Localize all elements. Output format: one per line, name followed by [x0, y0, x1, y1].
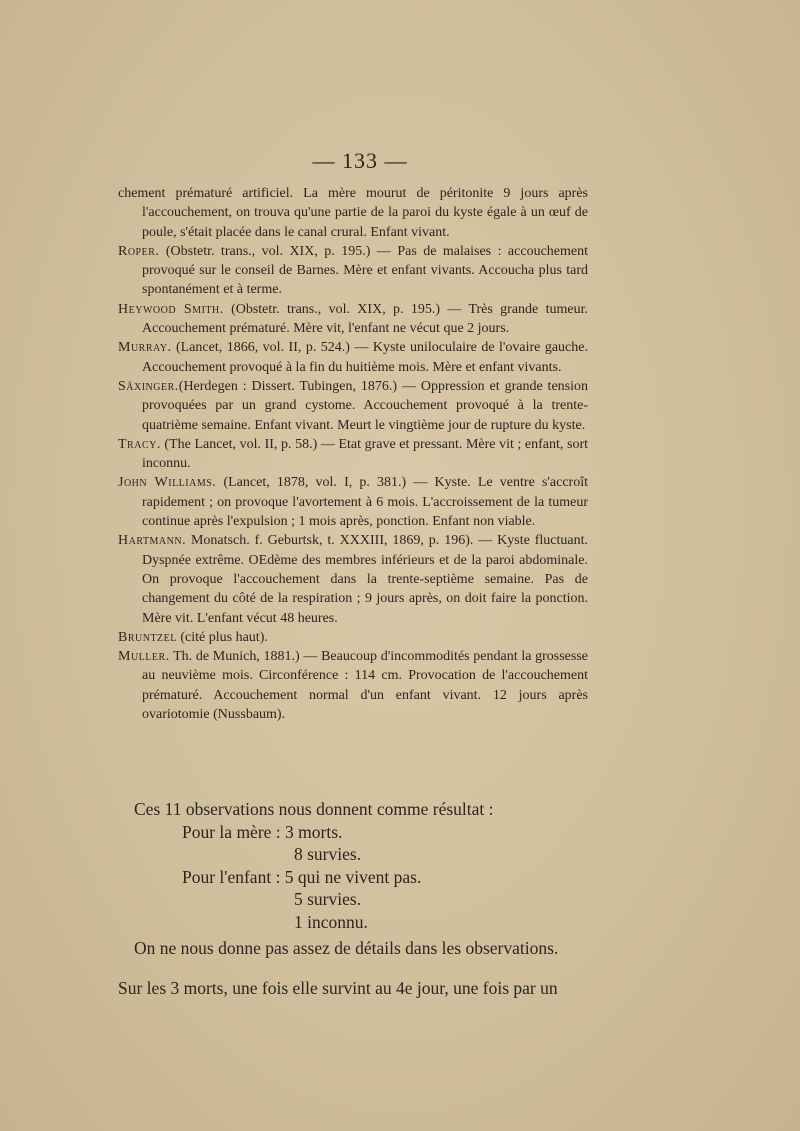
- conclusion-line-1: On ne nous donne pas assez de détails dans les observations.: [134, 938, 559, 958]
- page-number: — 133 —: [312, 148, 408, 173]
- entry-text: (Lancet, 1878, vol. I, p. 381.) — Kyste. Le ventre s'accroît rapidement ; on provoque l'avortement à 6 mois. L'accroissement de la tumeur continue après l'expulsion ; 1 mois après, ponction. Enfant non viable.: [142, 475, 588, 530]
- entry-text: (Herdegen : Dissert. Tubingen, 1876.) — Oppression et grande tension provoquées par un grand cystome. Accouchement provoqué à la trente-quatrième semaine. Enfant vivant. Meurt le vingtième jour de rupture du kyste.: [142, 378, 588, 433]
- entry-tracy: [118, 435, 588, 474]
- result-child-survived: 5 survies.: [294, 889, 362, 909]
- summary-section: [118, 798, 596, 1000]
- entry-name: Bruntzel: [118, 629, 177, 645]
- entry-text: Th. de Munich, 1881.) — Beaucoup d'incommodités pendant la grossesse au neuvième mois. Circonférence : 114 cm. Provocation de l'accouchement prématuré. Accouchement normal d'un enfant vivant. 12 jours après ovariotomie (Nussbaum).: [142, 649, 588, 723]
- summary-intro: Ces 11 observations nous donnent comme résultat :: [134, 799, 494, 819]
- entry-text: (Obstetr. trans., vol. XIX, p. 195.) — Pas de malaises : accouchement provoqué sur le conseil de Barnes. Mère et enfant vivants. Accoucha plus tard spontanément et à terme.: [142, 243, 588, 298]
- entry-bruntzel: [118, 628, 588, 647]
- entry-heywood-smith: [118, 300, 588, 339]
- conclusion-line-2: Sur les 3 morts, une fois elle survint au 4e jour, une fois par un: [118, 978, 558, 998]
- entry-saxinger: [118, 377, 588, 435]
- entry-text: (The Lancet, vol. II, p. 58.) — Etat grave et pressant. Mère vit ; enfant, sort inconnu.: [142, 436, 588, 472]
- entry-name: Murray.: [118, 340, 172, 356]
- entry-muller: [118, 647, 588, 724]
- entry-name: Tracy.: [118, 436, 161, 452]
- entry-murray: [118, 338, 588, 377]
- result-child-unknown: 1 inconnu.: [294, 911, 368, 932]
- result-mother-survived: 8 survies.: [294, 844, 362, 864]
- intro-text: chement prématuré artificiel. La mère mourut de péritonite 9 jours après l'accouchement, on trouva qu'une partie de la paroi du kyste égale à un œuf de poule, s'était placée dans le canal crural. Enfant vivant.: [118, 186, 588, 240]
- intro-paragraph: [118, 184, 588, 242]
- entry-name: Säxinger.: [118, 378, 179, 394]
- entry-john-williams: [118, 473, 588, 531]
- result-child-deaths: Pour l'enfant : 5 qui ne vivent pas.: [182, 866, 422, 887]
- entry-name: John Williams.: [118, 475, 217, 491]
- observations-list: [118, 184, 588, 724]
- entry-name: Muller.: [118, 649, 170, 665]
- entry-roper: [118, 242, 588, 300]
- result-mother-deaths: Pour la mère : 3 morts.: [182, 821, 343, 842]
- entry-text: (Lancet, 1866, vol. II, p. 524.) — Kyste uniloculaire de l'ovaire gauche. Accouchement provoqué à la fin du huitième mois. Mère et enfant vivants.: [142, 340, 588, 375]
- entry-text: (Obstetr. trans., vol. XIX, p. 195.) — Très grande tumeur. Accouchement prématuré. Mère vit, l'enfant ne vécut que 2 jours.: [142, 301, 588, 337]
- entry-hartmann: [118, 531, 588, 627]
- entry-text: Monatsch. f. Geburtsk, t. XXXIII, 1869, p. 196). — Kyste fluctuant. Dyspnée extrême. OEdème des membres inférieurs et de la paroi abdominale. On provoque l'accouchement dans la trente-septième semaine. Pas de changement du côté de la respiration ; 9 jours après, on doit faire la ponction. Mère vit. L'enfant vécut 48 heures.: [142, 533, 588, 626]
- entry-name: Heywood Smith.: [118, 301, 224, 317]
- entry-text: (cité plus haut).: [176, 629, 268, 645]
- entry-name: Hartmann.: [118, 533, 187, 549]
- entry-name: Roper.: [118, 243, 160, 259]
